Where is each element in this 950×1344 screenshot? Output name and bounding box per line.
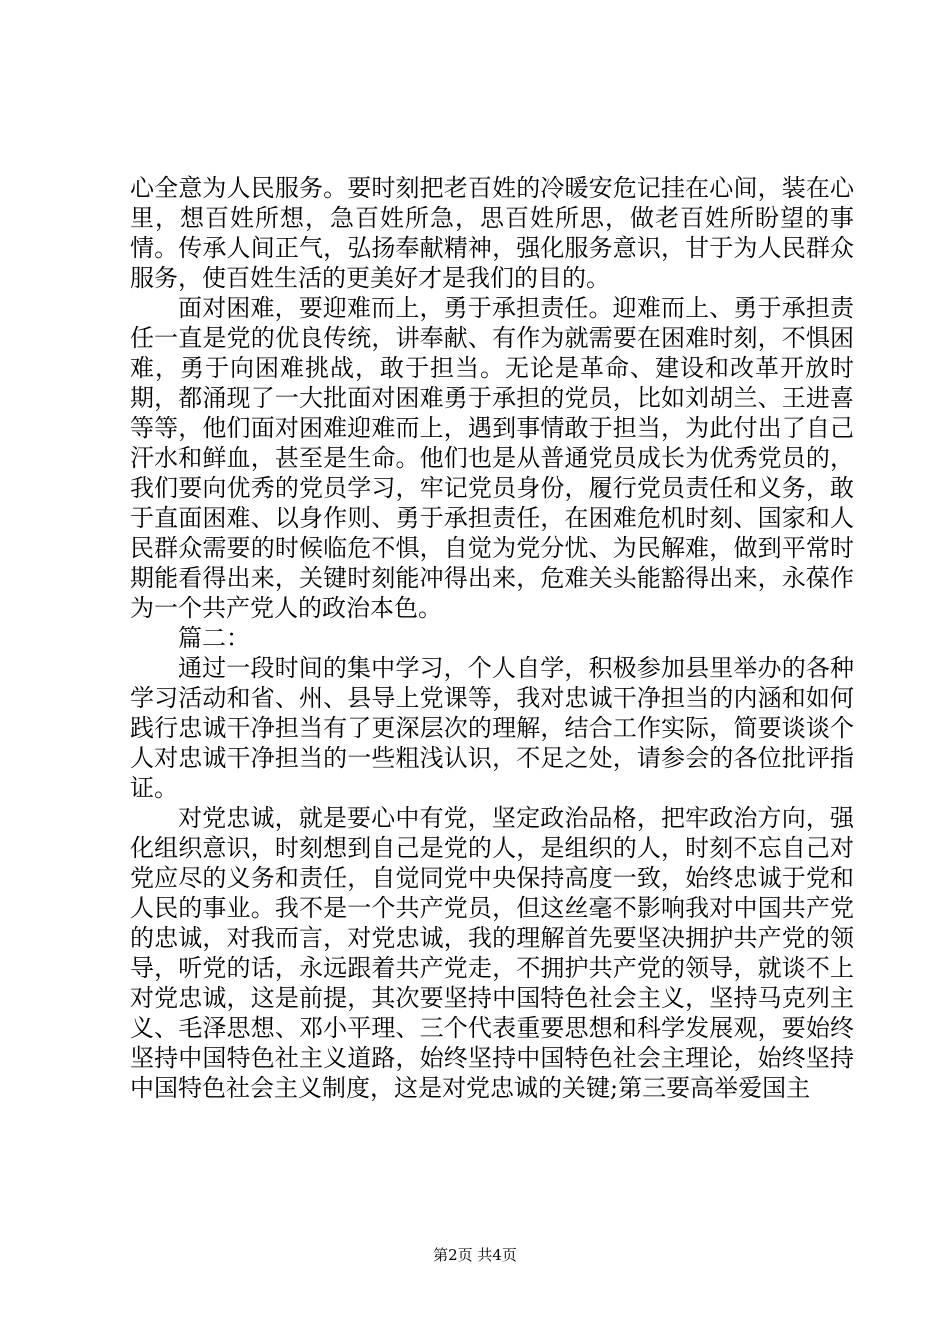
document-body (130, 173, 854, 1103)
paragraph: 面对困难，要迎难而上，勇于承担责任。迎难而上、勇于承担责任一直是党的优良传统，讲奉献、有作为就需要在困难时刻，不惧困难，勇于向困难挑战，敢于担当。无论是革命、建设和改革开放时期，都涌现了一大批面对困难勇于承担的党员，比如刘胡兰、王进喜等等，他们面对困难迎难而上，遇到事情敢于担当，为此付出了自己汗水和鲜血，甚至是生命。他们也是从普通党员成长为优秀党员的，我们要向优秀的党员学习，牢记党员身份，履行党员责任和义务，敢于直面困难、以身作则、勇于承担责任，在困难危机时刻、国家和人民群众需要的时候临危不惧，自觉为党分忧、为民解难，做到平常时期能看得出来，关键时刻能冲得出来，危难关头能豁得出来，永葆作为一个共产党人的政治本色。 (130, 294, 854, 622)
paragraph: 通过一段时间的集中学习，个人自学，积极参加县里举办的各种学习活动和省、州、县导上党课等，我对忠诚干净担当的内涵和如何践行忠诚干净担当有了更深层次的理解，结合工作实际，简要谈谈个人对忠诚干净担当的一些粗浅认识，不足之处，请参会的各位批评指证。 (130, 654, 854, 802)
paragraph: 心全意为人民服务。要时刻把老百姓的冷暖安危记挂在心间，装在心里，想百姓所想，急百姓所急，思百姓所思，做老百姓所盼望的事情。传承人间正气，弘扬奉献精神，强化服务意识，甘于为人民群众服务，使百姓生活的更美好才是我们的目的。 (130, 174, 854, 292)
paragraph: 对党忠诚，就是要心中有党，坚定政治品格，把牢政治方向，强化组织意识，时刻想到自己是党的人，是组织的人，时刻不忘自己对党应尽的义务和责任，自觉同党中央保持高度一致，始终忠诚于党和人民的事业。我不是一个共产党员，但这丝毫不影响我对中国共产党的忠诚，对我而言，对党忠诚，我的理解首先要坚决拥护共产党的领导，听党的话，永远跟着共产党走，不拥护共产党的领导，就谈不上对党忠诚，这是前提，其次要坚持中国特色社会主义，坚持马克列主义、毛泽思想、邓小平理、三个代表重要思想和科学发展观，要始终坚持中国特色社主义道路，始终坚持中国特色社会主理论，始终坚持中国特色社会主义制度，这是对党忠诚的关键;第三要高举爱国主 (130, 804, 854, 1102)
section-heading: 篇二： (178, 624, 250, 652)
page-number-footer: 第2页 共4页 (433, 1246, 517, 1264)
